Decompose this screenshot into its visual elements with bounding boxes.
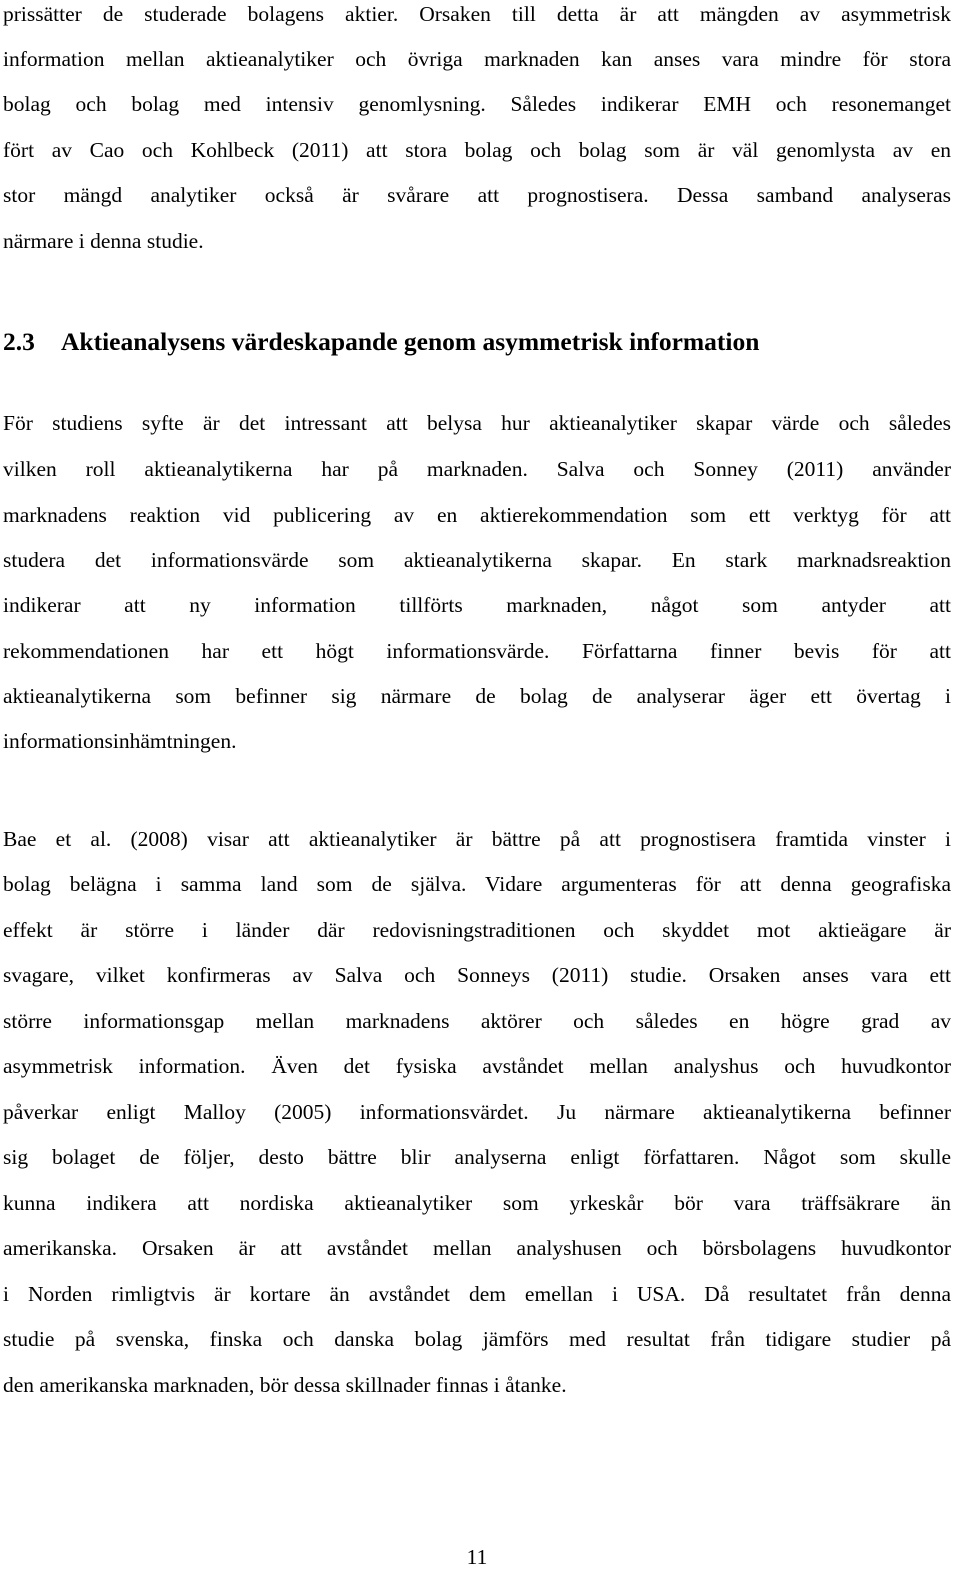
text-line: vilken roll aktieanalytikerna har på marknaden. Salva och Sonney (2011) använder xyxy=(3,457,951,481)
text-line: rekommendationen har ett högt informationsvärde. Författarna finner bevis för att xyxy=(3,639,951,663)
text-line: sig bolaget de följer, desto bättre blir analyserna enligt författaren. Något som skulle xyxy=(3,1145,951,1169)
text-line: marknadens reaktion vid publicering av en aktierekommendation som ett verktyg för att xyxy=(3,503,951,527)
text-line: effekt är större i länder där redovisningstraditionen och skyddet mot aktieägare är xyxy=(3,918,951,942)
section-number: 2.3 xyxy=(3,327,35,356)
text-line: informationsinhämtningen. xyxy=(3,729,237,753)
text-line: asymmetrisk information. Även det fysiska avståndet mellan analyshus och huvudkontor xyxy=(3,1054,951,1078)
text-line: fört av Cao och Kohlbeck (2011) att stora bolag och bolag som är väl genomlysta av en xyxy=(3,138,951,162)
text-line: information mellan aktieanalytiker och övriga marknaden kan anses vara mindre för stora xyxy=(3,47,951,71)
text-line: Bae et al. (2008) visar att aktieanalytiker är bättre på att prognostisera framtida vinster i xyxy=(3,827,951,851)
text-line: För studiens syfte är det intressant att belysa hur aktieanalytiker skapar värde och således xyxy=(3,411,951,435)
text-line: bolag och bolag med intensiv genomlysning. Således indikerar EMH och resonemanget xyxy=(3,92,951,116)
text-line: prissätter de studerade bolagens aktier. Orsaken till detta är att mängden av asymmetrisk xyxy=(3,2,951,26)
text-line: amerikanska. Orsaken är att avståndet mellan analyshusen och börsbolagens huvudkontor xyxy=(3,1236,951,1260)
text-line: svagare, vilket konfirmeras av Salva och Sonneys (2011) studie. Orsaken anses vara ett xyxy=(3,963,951,987)
text-line: studera det informationsvärde som aktieanalytikerna skapar. En stark marknadsreaktion xyxy=(3,548,951,572)
text-line: aktieanalytikerna som befinner sig närmare de bolag de analyserar äger ett övertag i xyxy=(3,684,951,708)
text-line: närmare i denna studie. xyxy=(3,229,204,253)
text-line: den amerikanska marknaden, bör dessa skillnader finnas i åtanke. xyxy=(3,1373,567,1397)
text-line: studie på svenska, finska och danska bolag jämförs med resultat från tidigare studier på xyxy=(3,1327,951,1351)
text-line: påverkar enligt Malloy (2005) informationsvärdet. Ju närmare aktieanalytikerna befinner xyxy=(3,1100,951,1124)
text-line: kunna indikera att nordiska aktieanalytiker som yrkeskår bör vara träffsäkrare än xyxy=(3,1191,951,1215)
section-title: Aktieanalysens värdeskapande genom asymmetrisk information xyxy=(61,327,760,356)
text-line: stor mängd analytiker också är svårare att prognostisera. Dessa samband analyseras xyxy=(3,183,951,207)
text-line: större informationsgap mellan marknadens aktörer och således en högre grad av xyxy=(3,1009,951,1033)
text-line: bolag belägna i samma land som de själva. Vidare argumenteras för att denna geografiska xyxy=(3,872,951,896)
text-line: i Norden rimligtvis är kortare än avståndet dem emellan i USA. Då resultatet från denna xyxy=(3,1282,951,1306)
page-number: 11 xyxy=(466,1545,488,1569)
text-line: indikerar att ny information tillförts marknaden, något som antyder att xyxy=(3,593,951,617)
section-heading xyxy=(3,326,951,358)
